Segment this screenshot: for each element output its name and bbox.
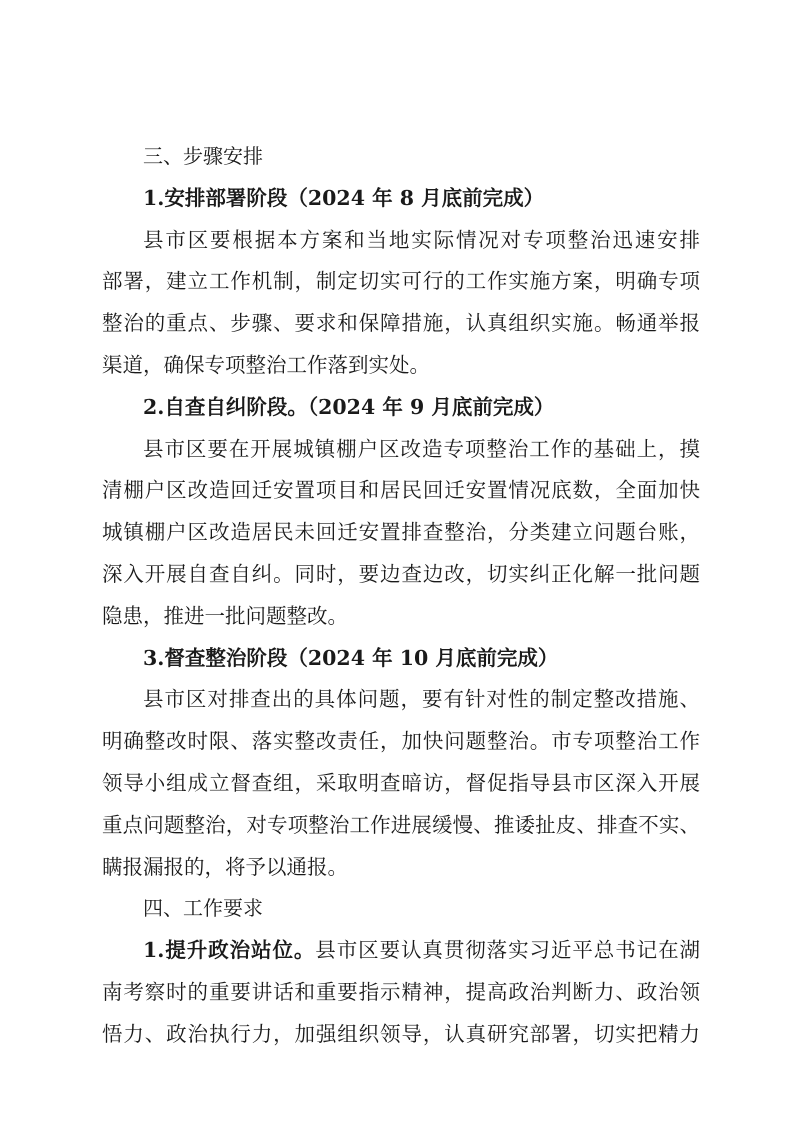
paragraph-line: 隐患，推进一批问题整改。 bbox=[102, 603, 348, 628]
subheading-supervision-stage: 3.督查整治阶段（2024 年 10 月底前完成） bbox=[143, 645, 559, 670]
paragraph-line: 城镇棚户区改造居民未回迁安置排查整治，分类建立问题台账， bbox=[102, 520, 700, 545]
paragraph-line: 县市区要在开展城镇棚户区改造专项整治工作的基础上，摸 bbox=[143, 436, 700, 461]
inline-subheading-political-stance: 1.提升政治站位。 bbox=[143, 938, 316, 963]
paragraph-line: 悟力、政治执行力，加强组织领导，认真研究部署，切实把精力 bbox=[102, 1021, 700, 1046]
paragraph-line: 重点问题整治，对专项整治工作进展缓慢、推诿扯皮、排查不实、 bbox=[102, 812, 700, 837]
paragraph-line: 渠道，确保专项整治工作落到实处。 bbox=[102, 352, 430, 377]
paragraph-line: 整治的重点、步骤、要求和保障措施，认真组织实施。畅通举报 bbox=[102, 311, 700, 336]
section-heading-requirements: 四、工作要求 bbox=[143, 896, 263, 921]
paragraph-line: 领导小组成立督查组，采取明查暗访，督促指导县市区深入开展 bbox=[102, 770, 700, 795]
paragraph-text: 县市区要认真贯彻落实习近平总书记在湖 bbox=[315, 938, 700, 963]
paragraph-line: 瞒报漏报的，将予以通报。 bbox=[102, 854, 348, 879]
paragraph-line: 明确整改时限、落实整改责任，加快问题整治。市专项整治工作 bbox=[102, 729, 700, 754]
section-heading-steps: 三、步骤安排 bbox=[143, 144, 263, 168]
document-body bbox=[102, 136, 700, 1056]
subheading-deployment-stage: 1.安排部署阶段（2024 年 8 月底前完成） bbox=[143, 185, 545, 210]
paragraph-line: 县市区要根据本方案和当地实际情况对专项整治迅速安排 bbox=[143, 227, 700, 252]
paragraph-line: 清棚户区改造回迁安置项目和居民回迁安置情况底数，全面加快 bbox=[102, 478, 700, 503]
subheading-self-check-stage: 2.自查自纠阶段。（2024 年 9 月底前完成） bbox=[143, 394, 555, 419]
paragraph-line: 南考察时的重要讲话和重要指示精神，提高政治判断力、政治领 bbox=[102, 979, 700, 1004]
paragraph-line: 县市区对排查出的具体问题，要有针对性的制定整改措施、 bbox=[143, 687, 700, 712]
paragraph-line bbox=[102, 930, 700, 972]
paragraph-line: 部署，建立工作机制，制定切实可行的工作实施方案，明确专项 bbox=[102, 269, 700, 294]
paragraph-line: 深入开展自查自纠。同时，要边查边改，切实纠正化解一批问题 bbox=[102, 561, 700, 586]
